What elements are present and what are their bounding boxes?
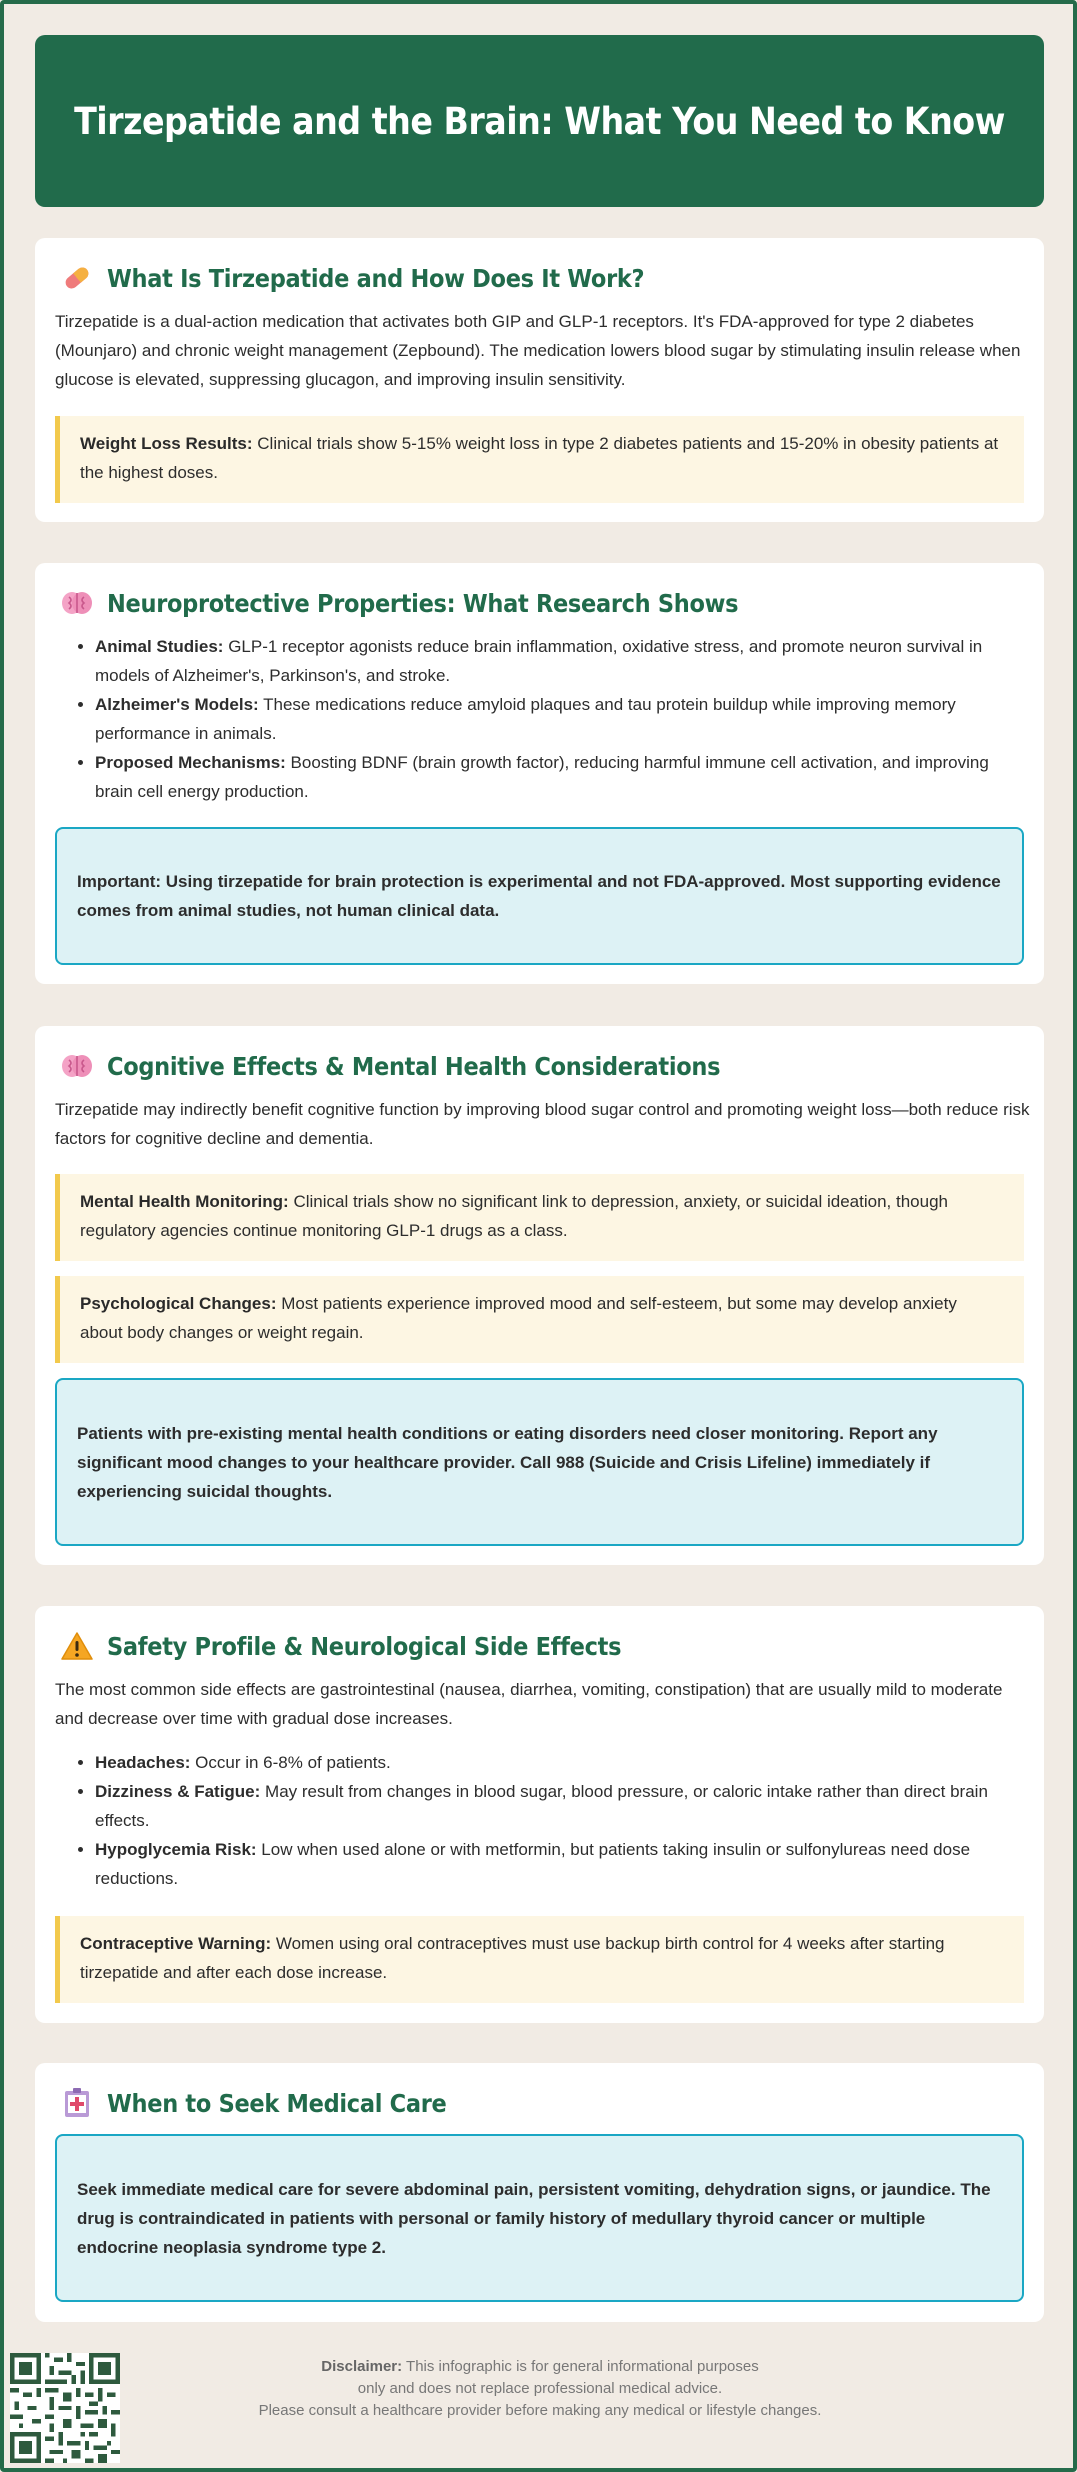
section-header <box>59 1628 621 1664</box>
psychological-note <box>55 1276 1024 1363</box>
item-text: Occur in 6-8% of patients. <box>190 1753 391 1772</box>
item-label: Dizziness & Fatigue: <box>95 1782 261 1801</box>
note-label: Contraceptive Warning: <box>80 1934 272 1953</box>
qr-code <box>10 2353 120 2463</box>
item-label: Hypoglycemia Risk: <box>95 1840 257 1859</box>
disclaimer-line-2: only and does not replace professional medical advice. <box>357 2380 723 2397</box>
section-neuroprotective <box>35 563 1044 984</box>
item-label: Animal Studies: <box>95 637 224 656</box>
important-alert <box>55 827 1024 965</box>
disclaimer <box>220 2356 860 2422</box>
section-title: Cognitive Effects & Mental Health Considerations <box>107 1051 721 1081</box>
item-text: These medications reduce amyloid plaques and tau protein buildup while improving memory performance in animals. <box>95 695 956 743</box>
item-text: May result from changes in blood sugar, blood pressure, or caloric intake rather than direct brain effects. <box>95 1782 988 1830</box>
list-item <box>95 1748 1030 1777</box>
pill-icon <box>59 260 95 296</box>
list-item <box>95 632 1030 690</box>
section-cognitive <box>35 1026 1044 1565</box>
section-body: Tirzepatide may indirectly benefit cognitive function by improving blood sugar control and promoting weight loss—both reduce risk factors for cognitive decline and dementia. <box>55 1100 1030 1148</box>
item-label: Alzheimer's Models: <box>95 695 259 714</box>
disclaimer-line-1: This infographic is for general informational purposes <box>402 2358 759 2375</box>
warning-icon <box>59 1628 95 1664</box>
alert-text: Patients with pre-existing mental health conditions or eating disorders need closer monitoring. Report any significant mood changes to your healthcare provider. Call 988 (Suicide and Crisis Lifeline) immediately if experiencing suicidal thoughts. <box>77 1423 938 1501</box>
alert-text: Important: Using tirzepatide for brain protection is experimental and not FDA-approved. Most supporting evidence comes from animal studies, not human clinical data. <box>77 872 1001 920</box>
item-text: GLP-1 receptor agonists reduce brain inflammation, oxidative stress, and promote neuron survival in models of Alzheimer's, Parkinson's, and stroke. <box>95 637 983 685</box>
monitoring-alert <box>55 1378 1024 1546</box>
section-header <box>59 585 738 621</box>
item-text: Low when used alone or with metformin, but patients taking insulin or sulfonylureas need dose reductions. <box>95 1840 971 1888</box>
section-body: Tirzepatide is a dual-action medication that activates both GIP and GLP-1 receptors. It's FDA-approved for type 2 diabetes (Mounjaro) and chronic weight management (Zepbound). The medication lowers blood sugar by stimulating insulin release when glucose is elevated, suppressing glucagon, and improving insulin sensitivity. <box>55 312 1021 389</box>
hospital-icon <box>59 2085 95 2121</box>
section-header <box>59 260 644 296</box>
section-title: Safety Profile & Neurological Side Effects <box>107 1631 622 1661</box>
brain-icon <box>59 1048 95 1084</box>
note-text: Clinical trials show no significant link to depression, anxiety, or suicidal ideation, though regulatory agencies continue monitoring GLP-1 drugs as a class. <box>80 1192 948 1240</box>
section-what-is <box>35 238 1044 522</box>
section-title: Neuroprotective Properties: What Research Shows <box>107 588 739 618</box>
section-safety <box>35 1606 1044 2023</box>
list-item <box>95 1777 1030 1835</box>
section-seek-care <box>35 2063 1044 2322</box>
item-text: Boosting BDNF (brain growth factor), reducing harmful immune cell activation, and improving brain cell energy production. <box>95 753 989 801</box>
contraceptive-note <box>55 1916 1024 2003</box>
note-text: Clinical trials show 5-15% weight loss in type 2 diabetes patients and 15-20% in obesity patients at the highest doses. <box>80 434 999 482</box>
section-title: When to Seek Medical Care <box>107 2088 447 2118</box>
item-label: Headaches: <box>95 1753 191 1772</box>
note-label: Psychological Changes: <box>80 1294 277 1313</box>
section-title: What Is Tirzepatide and How Does It Work? <box>107 263 645 293</box>
list-item <box>95 748 1030 806</box>
research-list <box>55 632 1030 806</box>
list-item <box>95 1835 1030 1893</box>
page-header <box>35 35 1044 207</box>
seek-care-alert <box>55 2134 1024 2302</box>
note-text: Most patients experience improved mood and self-esteem, but some may develop anxiety about body changes or weight regain. <box>80 1294 957 1342</box>
list-item <box>95 690 1030 748</box>
section-header <box>59 1048 720 1084</box>
mental-health-note <box>55 1174 1024 1261</box>
section-header <box>59 2085 446 2121</box>
disclaimer-line-3: Please consult a healthcare provider before making any medical or lifestyle changes. <box>258 2402 822 2419</box>
section-body: The most common side effects are gastrointestinal (nausea, diarrhea, vomiting, constipation) that are usually mild to moderate and decrease over time with gradual dose increases. <box>55 1680 1003 1728</box>
page-title: Tirzepatide and the Brain: What You Need to Know <box>74 99 1005 143</box>
note-label: Mental Health Monitoring: <box>80 1192 289 1211</box>
weight-loss-note <box>55 416 1024 503</box>
side-effects-list <box>55 1748 1030 1893</box>
disclaimer-label: Disclaimer: <box>321 2358 403 2375</box>
note-text: Women using oral contraceptives must use backup birth control for 4 weeks after starting tirzepatide and after each dose increase. <box>80 1934 945 1982</box>
brain-icon <box>59 585 95 621</box>
alert-text: Seek immediate medical care for severe abdominal pain, persistent vomiting, dehydration signs, or jaundice. The drug is contraindicated in patients with personal or family history of medullary thyroid cancer or multiple endocrine neoplasia syndrome type 2. <box>77 2179 991 2257</box>
note-label: Weight Loss Results: <box>80 434 253 453</box>
item-label: Proposed Mechanisms: <box>95 753 286 772</box>
